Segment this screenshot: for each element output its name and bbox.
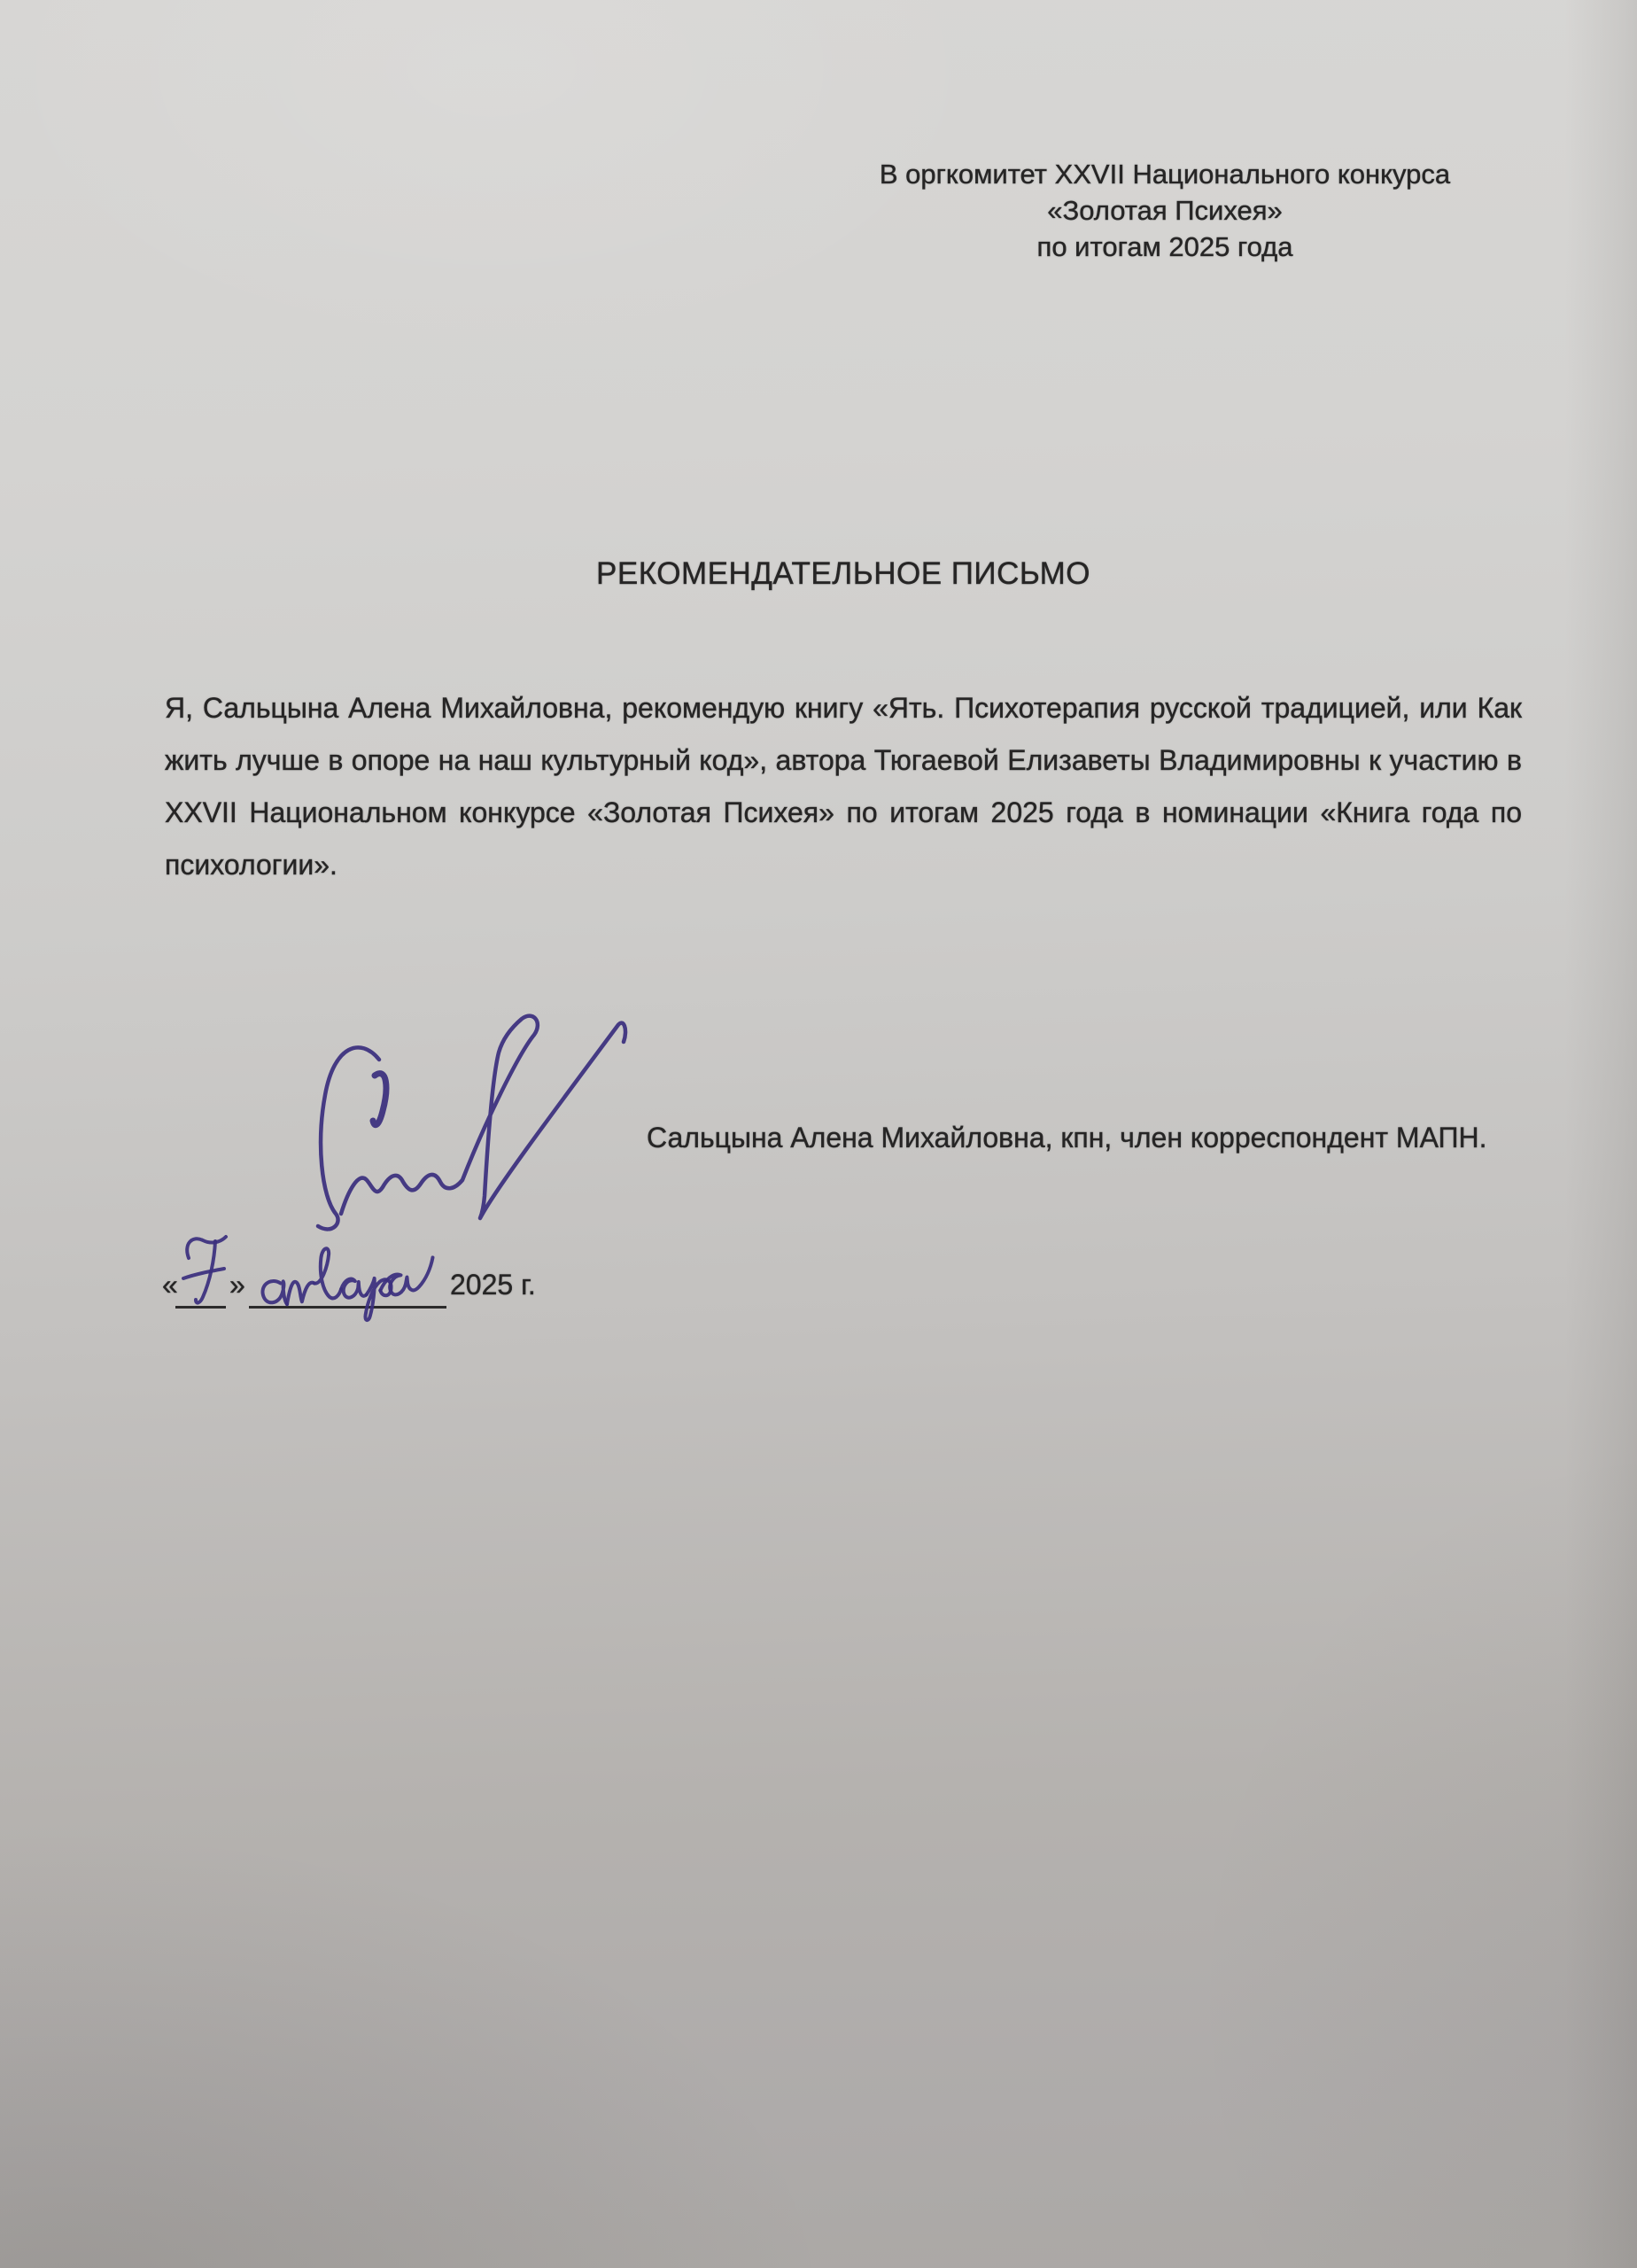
recipient-line-3: по итогам 2025 года [1036,231,1293,262]
date-suffix: 2025 г. [450,1269,536,1301]
recipient-block [853,156,1477,265]
month-blank-line [249,1306,446,1309]
close-quote: » [229,1269,245,1301]
recipient-line-2: «Золотая Психея» [1047,195,1283,226]
handwritten-signature-ink [261,990,651,1243]
letter-body: Я, Сальцына Алена Михайловна, рекомендую книгу «Ять. Психотерапия русской традицией, или Как жить лучше в опоре на наш культурный код», автора Тюгаевой Елизаветы Владимировны к участию в XXVII Национальном конкурсе «Золотая Психея» по итогам 2025 года в номинации «Книга года по психологии». [165,692,1522,881]
signoff-line: Сальцына Алена Михайловна, кпн, член корреспондент МАПН. [647,1122,1487,1153]
letter-title: РЕКОМЕНДАТЕЛЬНОЕ ПИСЬМО [596,556,1090,591]
date-line [162,1267,578,1329]
day-blank-line [175,1306,226,1309]
recipient-line-1: В оргкомитет XXVII Национального конкурса [879,159,1451,190]
open-quote: « [162,1269,178,1301]
